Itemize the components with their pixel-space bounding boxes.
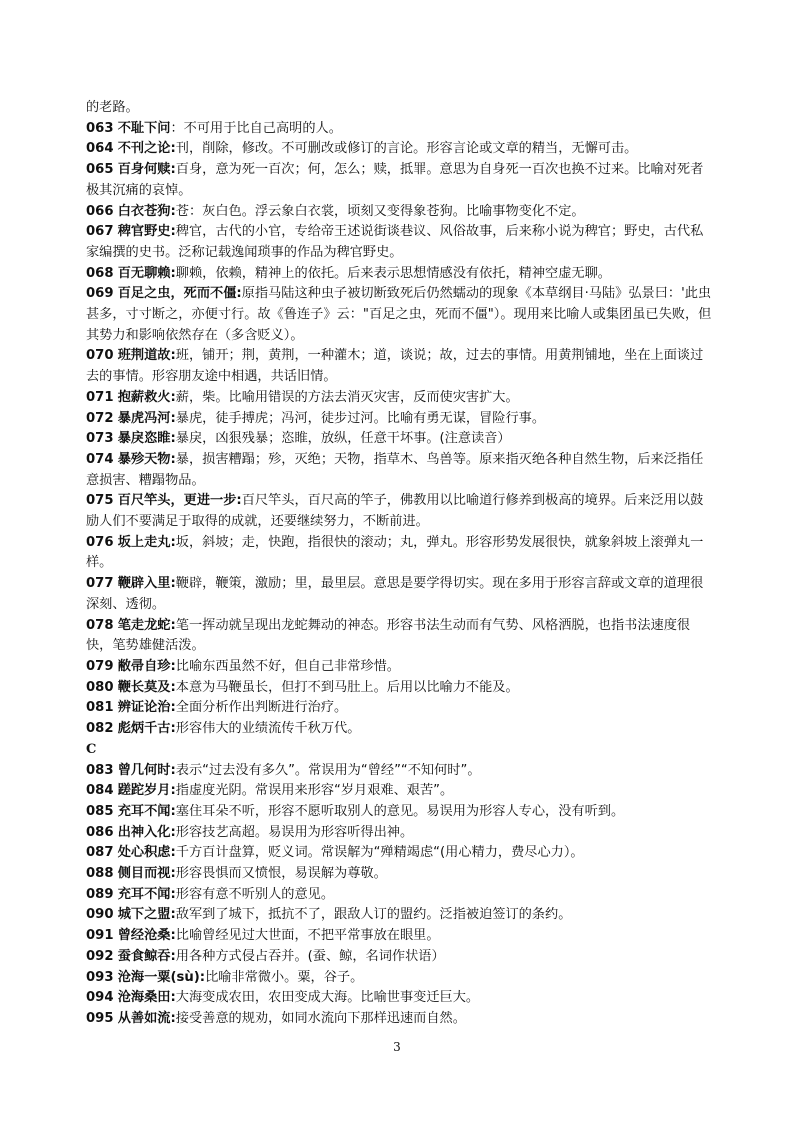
entry-term: 从善如流: xyxy=(117,1010,176,1026)
entry-term: 百足之虫，死而不僵: xyxy=(117,286,242,302)
idiom-entry xyxy=(86,988,716,1009)
continuation-text: 的老路。 xyxy=(86,100,139,115)
entry-term: 坂上走丸: xyxy=(117,534,176,550)
entry-number: 072 xyxy=(86,410,114,426)
idiom-entry xyxy=(86,533,716,574)
entry-term: 出神入化: xyxy=(117,824,176,840)
entries-list-c xyxy=(86,761,716,1030)
glossary-content xyxy=(86,98,716,1030)
idiom-entry xyxy=(86,284,716,346)
entry-number: 082 xyxy=(86,721,114,737)
entry-number: 079 xyxy=(86,658,114,674)
entry-definition: 百身，意为死一百次；何，怎么；赎，抵罪。意思为自身死一百次也换不过来。比喻对死者极其沉痛的哀悼。 xyxy=(86,162,704,198)
idiom-entry xyxy=(86,885,716,906)
idiom-entry xyxy=(86,1009,716,1030)
entry-number: 073 xyxy=(86,431,114,447)
entry-definition: 指虚度光阴。常误用来形容“岁月艰难、艰苦”。 xyxy=(175,783,454,799)
idiom-entry xyxy=(86,574,716,615)
entry-definition: 千方百计盘算，贬义词。常误解为“殚精竭虑“(用心精力，费尽心力）。 xyxy=(175,845,584,861)
entry-definition: 坂，斜坡；走，快跑，指很快的滚动；丸，弹丸。形容形势发展很快，就象斜坡上滚弹丸一样。 xyxy=(86,534,704,571)
entry-number: 083 xyxy=(86,762,114,778)
section-heading-c: C xyxy=(86,741,97,757)
entry-definition: 稗官，古代的小官，专给帝王述说街谈巷议、风俗故事，后来称小说为稗官；野史，古代私家编撰的史书。泛称记载逸闻琐事的作品为稗官野史。 xyxy=(86,224,704,260)
idiom-entry xyxy=(86,222,716,263)
idiom-entry xyxy=(86,823,716,844)
idiom-entry xyxy=(86,429,716,450)
entry-definition: 聊赖，依赖，精神上的依托。后来表示思想情感没有依托，精神空虚无聊。 xyxy=(175,265,611,281)
entry-number: 080 xyxy=(86,679,114,695)
entry-number: 091 xyxy=(86,928,114,944)
idiom-entry xyxy=(86,139,716,160)
entry-definition: 暴，损害糟蹋；殄，灭绝；天物，指草木、鸟兽等。原来指灭绝各种自然生物，后来泛指任意损害、糟蹋物品。 xyxy=(86,451,704,488)
entry-definition: 本意为马鞭虽长，但打不到马肚上。后用以比喻力不能及。 xyxy=(175,679,519,695)
entry-term: 蹉跎岁月: xyxy=(117,783,176,799)
entry-term: 笔走龙蛇: xyxy=(117,617,176,633)
entry-term: 鞭辟入里: xyxy=(117,576,176,592)
entry-term: 曾几何时: xyxy=(117,762,176,778)
entry-term: 抱薪救火: xyxy=(117,389,176,405)
entry-term: 彪炳千古: xyxy=(117,721,176,737)
entry-definition: 班，铺开；荆，黄荆，一种灌木；道，谈说；故，过去的事情。用黄荆铺地，坐在上面谈过去的事情。形容朋友途中相遇，共话旧情。 xyxy=(86,348,704,385)
idiom-entry xyxy=(86,802,716,823)
entry-number: 069 xyxy=(86,286,114,302)
entry-number: 090 xyxy=(86,907,114,923)
entry-definition: 苍：灰白色。浮云象白衣裳，顷刻又变得象苍狗。比喻事物变化不定。 xyxy=(175,203,585,219)
entry-definition: 塞住耳朵不听，形容不愿听取别人的意见。易误用为形容人专心，没有听到。 xyxy=(175,803,625,819)
entry-number: 067 xyxy=(86,224,114,240)
entry-term: 沧海一粟(sù): xyxy=(117,969,206,985)
entry-definition: 薪，柴。比喻用错误的方法去消灭灾害，反而使灾害扩大。 xyxy=(175,389,519,405)
entry-term: 不刊之论: xyxy=(117,141,176,157)
entry-definition: 比喻东西虽然不好，但自己非常珍惜。 xyxy=(175,658,400,674)
idiom-entry xyxy=(86,491,716,532)
entry-number: 068 xyxy=(86,265,114,281)
entry-term: 白衣苍狗: xyxy=(117,203,176,219)
entry-number: 088 xyxy=(86,866,114,882)
idiom-entry xyxy=(86,968,716,989)
entry-definition: 形容有意不听别人的意见。 xyxy=(175,886,335,902)
entry-term: 曾经沧桑: xyxy=(117,928,176,944)
idiom-entry xyxy=(86,843,716,864)
entry-number: 087 xyxy=(86,845,114,861)
page-number: 3 xyxy=(393,1040,401,1054)
entry-term: 百身何赎: xyxy=(117,162,176,178)
entry-definition: ：不可用于比自己高明的人。 xyxy=(170,120,342,136)
idiom-entry xyxy=(86,864,716,885)
idiom-entry xyxy=(86,678,716,699)
entry-number: 076 xyxy=(86,534,114,550)
entry-term: 处心积虑: xyxy=(117,845,176,861)
entry-term: 辨证论治: xyxy=(117,700,176,716)
entry-number: 074 xyxy=(86,451,114,467)
entry-number: 075 xyxy=(86,493,114,509)
entry-number: 077 xyxy=(86,576,114,592)
entry-definition: 比喻曾经见过大世面，不把平常事放在眼里。 xyxy=(175,928,440,944)
entry-term: 班荆道故: xyxy=(117,348,176,364)
entry-term: 侧目而视: xyxy=(117,866,176,882)
entry-term: 稗官野史: xyxy=(117,224,176,240)
entry-definition: 比喻非常微小。粟，谷子。 xyxy=(205,969,364,985)
idiom-entry xyxy=(86,905,716,926)
idiom-entry xyxy=(86,657,716,678)
entry-number: 066 xyxy=(86,203,114,219)
entry-definition: 百尺竿头，百尺高的竿子，佛教用以比喻道行修养到极高的境界。后来泛用以鼓励人们不要满足于取得的成就，还要继续努力，不断前进。 xyxy=(86,493,704,530)
entry-term: 百尺竿头，更进一步: xyxy=(117,493,242,509)
entries-list-b xyxy=(86,119,716,740)
idiom-entry xyxy=(86,264,716,285)
entry-definition: 鞭辟，鞭策，激励；里，最里层。意思是要学得切实。现在多用于形容言辞或文章的道理很深刻、透彻。 xyxy=(86,576,704,612)
idiom-entry xyxy=(86,926,716,947)
entry-definition: 形容畏惧而又愤恨，易误解为尊敬。 xyxy=(175,866,387,882)
entry-definition: 敌军到了城下，抵抗不了，跟敌人订的盟约。泛指被迫签订的条约。 xyxy=(175,907,572,923)
entry-definition: 大海变成农田，农田变成大海。比喻世事变迁巨大。 xyxy=(175,990,480,1006)
entry-number: 085 xyxy=(86,803,114,819)
entry-definition: 刊，削除，修改。不可删改或修订的言论。形容言论或文章的精当，无懈可击。 xyxy=(175,141,638,157)
entry-term: 暴殄天物: xyxy=(117,451,176,467)
idiom-entry xyxy=(86,202,716,223)
entry-term: 沧海桑田: xyxy=(117,990,176,1006)
entry-definition: 用各种方式侵占吞并。(蚕、鲸，名词作状语） xyxy=(175,948,445,964)
entry-number: 081 xyxy=(86,700,114,716)
idiom-entry xyxy=(86,781,716,802)
idiom-entry xyxy=(86,947,716,968)
entry-term: 城下之盟: xyxy=(117,907,176,923)
entry-term: 暴戾恣睢: xyxy=(117,431,176,447)
entry-term: 敝帚自珍: xyxy=(117,658,176,674)
entry-term: 百无聊赖: xyxy=(117,265,176,281)
entry-number: 095 xyxy=(86,1010,114,1026)
idiom-entry xyxy=(86,409,716,430)
entry-definition: 全面分析作出判断进行治疗。 xyxy=(175,700,348,716)
idiom-entry xyxy=(86,160,716,201)
entry-term: 蚕食鲸吞: xyxy=(117,948,176,964)
idiom-entry xyxy=(86,616,716,657)
entry-number: 092 xyxy=(86,948,114,964)
entry-definition: 形容伟大的业绩流传千秋万代。 xyxy=(175,721,361,737)
entry-definition: 表示“过去没有多久”。常误用为“曾经”“不知何时”。 xyxy=(175,762,481,778)
entry-number: 089 xyxy=(86,886,114,902)
idiom-entry xyxy=(86,450,716,491)
entry-definition: 笔一挥动就呈现出龙蛇舞动的神态。形容书法生动而有气势、风格洒脱，也指书法速度很快，笔势雄健活泼。 xyxy=(86,617,691,654)
idiom-entry xyxy=(86,719,716,740)
entry-number: 093 xyxy=(86,969,114,985)
entry-definition: 形容技艺高超。易误用为形容听得出神。 xyxy=(175,824,414,840)
idiom-entry xyxy=(86,761,716,782)
entry-number: 094 xyxy=(86,990,114,1006)
idiom-entry xyxy=(86,698,716,719)
entry-definition: 暴戾，凶狠残暴；恣睢，放纵，任意干坏事。(注意读音） xyxy=(175,431,511,447)
entry-number: 065 xyxy=(86,162,114,178)
entry-number: 071 xyxy=(86,389,114,405)
entry-number: 078 xyxy=(86,617,114,633)
entry-term: 充耳不闻: xyxy=(117,886,176,902)
entry-number: 084 xyxy=(86,783,114,799)
entry-definition: 接受善意的规劝，如同水流向下那样迅速而自然。 xyxy=(175,1010,466,1026)
entry-number: 070 xyxy=(86,348,114,364)
entry-term: 不耻下问 xyxy=(117,120,171,136)
idiom-entry xyxy=(86,346,716,387)
entry-term: 鞭长莫及: xyxy=(117,679,176,695)
entry-term: 暴虎冯河: xyxy=(117,410,176,426)
entry-number: 063 xyxy=(86,120,114,136)
idiom-entry xyxy=(86,119,716,140)
idiom-entry xyxy=(86,388,716,409)
entry-number: 086 xyxy=(86,824,114,840)
entry-number: 064 xyxy=(86,141,114,157)
entry-definition: 暴虎，徒手搏虎；冯河，徒步过河。比喻有勇无谋，冒险行事。 xyxy=(175,410,546,426)
entry-definition: 原指马陆这种虫子被切断致死后仍然蠕动的现象《本草纲目·马陆》弘景曰：'此虫甚多，寸寸断之，亦便寸行。故《鲁连子》云："百足之虫，死而不僵"）。现用来比喻人或集团虽已失败，但其势力和影响依然存在（多含贬义）。 xyxy=(86,286,712,343)
entry-term: 充耳不闻: xyxy=(117,803,176,819)
